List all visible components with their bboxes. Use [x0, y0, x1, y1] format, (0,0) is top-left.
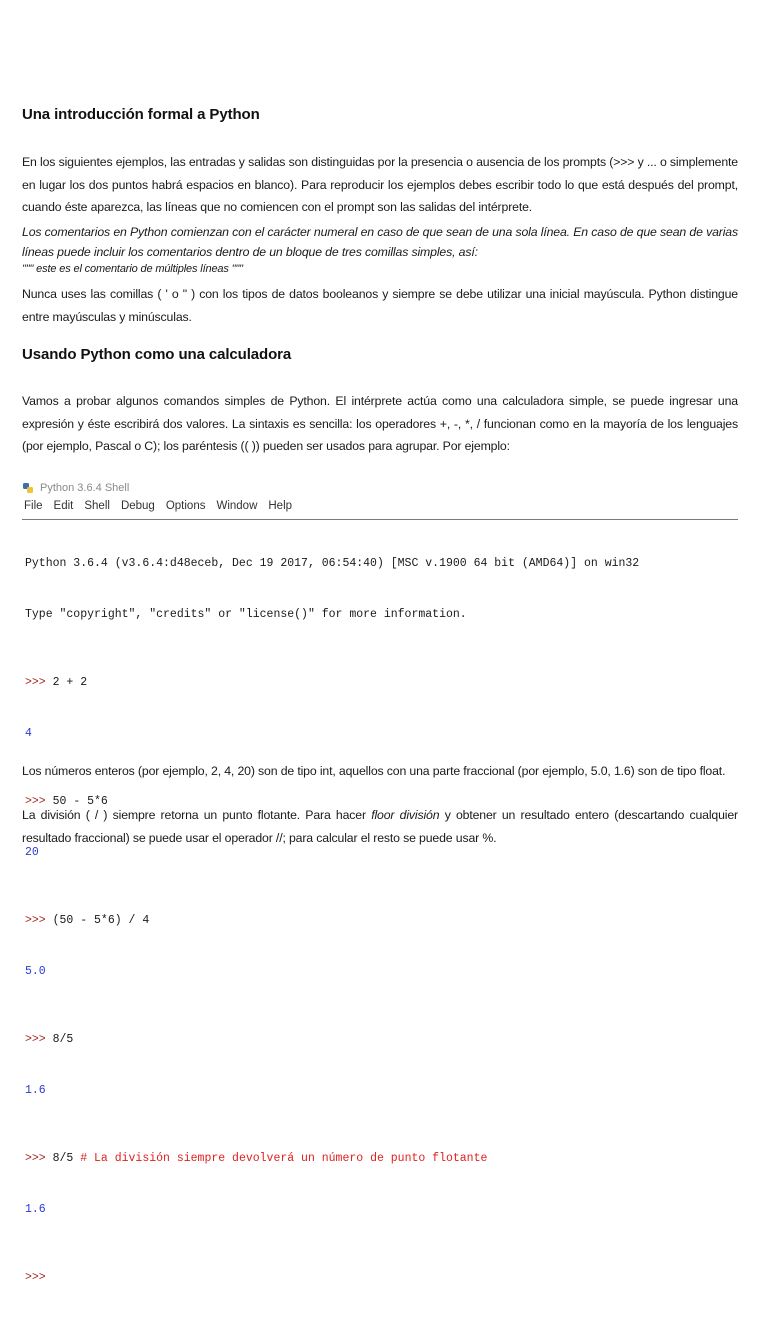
python-icon: [22, 482, 34, 494]
menu-window[interactable]: Window: [216, 500, 258, 512]
shell-comment: # La división siempre devolverá un número de punto flotante: [80, 1152, 488, 1165]
shell-prompt: >>>: [25, 1271, 46, 1284]
shell-input-line[interactable]: [25, 1269, 738, 1286]
menu-help[interactable]: Help: [268, 500, 293, 512]
menu-options[interactable]: Options: [165, 500, 206, 512]
shell-command: (50 - 5*6) / 4: [52, 914, 150, 927]
calculator-paragraph: Vamos a probar algunos comandos simples de Python. El intérprete actúa como una calculadora simple, se puede ingresar una expresión y éste escribirá dos valores. La sintaxis es sencilla: los operadores +, -, *, / funcionan como en la mayoría de los lenguajes (por ejemplo, Pascal o C); los paréntesis (( )) pueden ser usados para agrupar. Por ejemplo:: [22, 394, 738, 453]
intro-paragraph: En los siguientes ejemplos, las entradas y salidas son distinguidas por la presencia o ausencia de los prompts (>>> y ... o simplemente en lugar los dos puntos habrá espacios en blanco). Para reproducir los ejemplos debes escribir todo lo que está después del prompt, cuando éste aparezca, las líneas que no comiencen con el prompt son las salidas del intérprete.: [22, 155, 738, 214]
shell-command: 8/5: [52, 1152, 81, 1165]
shell-output[interactable]: [25, 521, 738, 1320]
shell-menubar: [24, 500, 303, 512]
shell-input-line: [25, 912, 738, 929]
shell-prompt: >>>: [25, 1152, 53, 1165]
shell-title: Python 3.6.4 Shell: [40, 482, 130, 494]
shell-result-line: 4: [25, 727, 32, 740]
shell-input-line: [25, 1031, 738, 1048]
menu-file[interactable]: File: [24, 500, 43, 512]
division-paragraph: [22, 804, 738, 849]
shell-command: 8/5: [52, 1033, 74, 1046]
shell-input-line: [25, 674, 738, 691]
menu-edit[interactable]: Edit: [53, 500, 74, 512]
menu-shell[interactable]: Shell: [84, 500, 110, 512]
multiline-comment-example: """ este es el comentario de múltiples líneas """: [22, 263, 243, 275]
shell-input-line: [25, 1150, 738, 1167]
menu-debug[interactable]: Debug: [120, 500, 155, 512]
shell-result-line: 1.6: [25, 1203, 46, 1216]
shell-prompt: >>>: [25, 795, 53, 808]
shell-result-line: 20: [25, 846, 39, 859]
shell-banner-line: Type "copyright", "credits" or "license()" for more information.: [25, 608, 467, 621]
section-heading-calculator: Usando Python como una calculadora: [22, 346, 292, 363]
shell-result-line: 1.6: [25, 1084, 46, 1097]
division-text-a: La división ( / ) siempre retorna un punto flotante. Para hacer: [22, 808, 372, 822]
booleans-paragraph: Nunca uses las comillas ( ' o " ) con los tipos de datos booleanos y siempre se debe utilizar una inicial mayúscula. Python distingue entre mayúsculas y minúsculas.: [22, 287, 738, 324]
shell-divider: [22, 519, 738, 520]
comments-paragraph: Los comentarios en Python comienzan con el carácter numeral en caso de que sean de una sola línea. En caso de que sean de varias líneas puede incluir los comentarios dentro de un bloque de tres comillas simples, así:: [22, 225, 738, 259]
shell-prompt: >>>: [25, 676, 53, 689]
shell-command: 2 + 2: [52, 676, 88, 689]
int-float-paragraph: Los números enteros (por ejemplo, 2, 4, 20) son de tipo int, aquellos con una parte fraccional (por ejemplo, 5.0, 1.6) son de tipo float.: [22, 764, 726, 778]
shell-titlebar: [22, 479, 129, 497]
shell-prompt: >>>: [25, 1033, 53, 1046]
section-heading-intro: Una introducción formal a Python: [22, 106, 260, 123]
shell-result-line: 5.0: [25, 965, 46, 978]
division-text-b: y obtener un resultado entero (descartando cualquier resultado fraccional) se puede usar el operador //; para calcular el resto se puede usar %.: [22, 808, 739, 845]
shell-prompt: >>>: [25, 914, 53, 927]
floor-division-term: floor división: [371, 808, 440, 822]
shell-command: 50 - 5*6: [52, 795, 108, 808]
shell-banner-line: Python 3.6.4 (v3.6.4:d48eceb, Dec 19 2017, 06:54:40) [MSC v.1900 64 bit (AMD64)] on win32: [25, 557, 640, 570]
